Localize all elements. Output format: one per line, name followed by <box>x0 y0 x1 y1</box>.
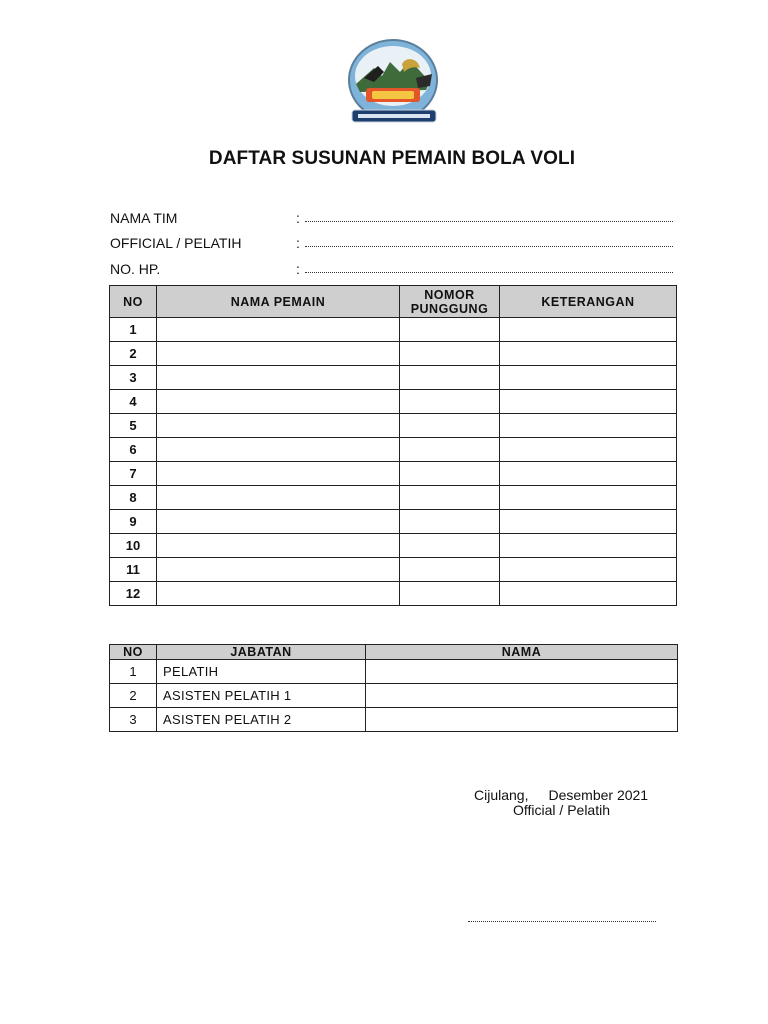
jersey-number-cell[interactable] <box>400 534 500 558</box>
player-name-cell[interactable] <box>157 582 400 606</box>
jersey-number-cell[interactable] <box>400 486 500 510</box>
official-coach-label: OFFICIAL / PELATIH <box>110 235 242 251</box>
column-header-position: JABATAN <box>157 645 366 660</box>
document-title: DAFTAR SUSUNAN PEMAIN BOLA VOLI <box>208 148 576 169</box>
player-name-cell[interactable] <box>157 510 400 534</box>
player-row-number: 4 <box>110 390 157 414</box>
jersey-number-cell[interactable] <box>400 510 500 534</box>
column-header-no: NO <box>110 645 157 660</box>
remarks-cell[interactable] <box>500 510 677 534</box>
player-row-number: 5 <box>110 414 157 438</box>
staff-row <box>110 684 678 708</box>
player-name-cell[interactable] <box>157 534 400 558</box>
player-row-number: 9 <box>110 510 157 534</box>
staff-name-cell[interactable] <box>366 660 678 684</box>
remarks-cell[interactable] <box>500 582 677 606</box>
column-header-name: NAMA <box>366 645 678 660</box>
player-row-number: 8 <box>110 486 157 510</box>
staff-position-cell: ASISTEN PELATIH 2 <box>157 708 366 732</box>
column-header-player-name: NAMA PEMAIN <box>157 286 400 318</box>
jersey-number-cell[interactable] <box>400 390 500 414</box>
remarks-cell[interactable] <box>500 318 677 342</box>
staff-name-cell[interactable] <box>366 708 678 732</box>
staff-row <box>110 708 678 732</box>
field-colon: : <box>296 235 300 251</box>
staff-table-header-row <box>110 645 678 660</box>
players-table-header-row <box>110 286 677 318</box>
staff-name-cell[interactable] <box>366 684 678 708</box>
fill-in-dotted-line <box>305 246 673 247</box>
player-row-number: 10 <box>110 534 157 558</box>
player-row-number: 1 <box>110 318 157 342</box>
staff-position-cell: PELATIH <box>157 660 366 684</box>
jersey-number-cell[interactable] <box>400 558 500 582</box>
player-row <box>110 510 677 534</box>
player-row <box>110 342 677 366</box>
remarks-cell[interactable] <box>500 486 677 510</box>
column-header-jersey-number: NOMOR PUNGGUNG <box>400 286 500 318</box>
player-row <box>110 486 677 510</box>
player-name-cell[interactable] <box>157 558 400 582</box>
player-name-cell[interactable] <box>157 438 400 462</box>
remarks-cell[interactable] <box>500 462 677 486</box>
player-row <box>110 390 677 414</box>
player-row-number: 12 <box>110 582 157 606</box>
field-colon: : <box>296 210 300 226</box>
jersey-number-cell[interactable] <box>400 462 500 486</box>
player-row-number: 3 <box>110 366 157 390</box>
staff-row-number: 1 <box>110 660 157 684</box>
team-name-field[interactable] <box>110 210 680 230</box>
player-name-cell[interactable] <box>157 366 400 390</box>
player-row <box>110 318 677 342</box>
event-logo-emblem-icon <box>344 38 444 130</box>
team-name-label: NAMA TIM <box>110 210 178 226</box>
jersey-number-cell[interactable] <box>400 318 500 342</box>
remarks-cell[interactable] <box>500 342 677 366</box>
staff-position-cell: ASISTEN PELATIH 1 <box>157 684 366 708</box>
fill-in-dotted-line <box>305 221 673 222</box>
player-row <box>110 414 677 438</box>
place-date-line <box>474 787 648 803</box>
official-coach-field[interactable] <box>110 235 680 255</box>
fill-in-dotted-line <box>305 272 673 273</box>
jersey-number-cell[interactable] <box>400 438 500 462</box>
field-colon: : <box>296 261 300 277</box>
phone-number-label: NO. HP. <box>110 261 161 277</box>
player-name-cell[interactable] <box>157 390 400 414</box>
staff-row <box>110 660 678 684</box>
player-row-number: 7 <box>110 462 157 486</box>
player-row <box>110 534 677 558</box>
player-row-number: 11 <box>110 558 157 582</box>
jersey-number-cell[interactable] <box>400 342 500 366</box>
event-logo <box>344 38 444 130</box>
jersey-number-cell[interactable] <box>400 366 500 390</box>
column-header-no: NO <box>110 286 157 318</box>
signatory-role: Official / Pelatih <box>513 802 611 818</box>
remarks-cell[interactable] <box>500 558 677 582</box>
place-text: Cijulang, <box>474 787 529 803</box>
player-row <box>110 462 677 486</box>
remarks-cell[interactable] <box>500 390 677 414</box>
staff-row-number: 3 <box>110 708 157 732</box>
jersey-number-cell[interactable] <box>400 582 500 606</box>
player-row-number: 2 <box>110 342 157 366</box>
remarks-cell[interactable] <box>500 438 677 462</box>
player-row <box>110 558 677 582</box>
jersey-number-cell[interactable] <box>400 414 500 438</box>
players-table <box>109 285 677 606</box>
staff-table-body <box>110 660 678 732</box>
column-header-remarks: KETERANGAN <box>500 286 677 318</box>
phone-number-field[interactable] <box>110 261 680 281</box>
players-table-body <box>110 318 677 606</box>
remarks-cell[interactable] <box>500 366 677 390</box>
player-row <box>110 582 677 606</box>
player-row <box>110 438 677 462</box>
player-name-cell[interactable] <box>157 342 400 366</box>
player-name-cell[interactable] <box>157 462 400 486</box>
staff-row-number: 2 <box>110 684 157 708</box>
player-name-cell[interactable] <box>157 414 400 438</box>
signature-dotted-line[interactable] <box>468 921 656 922</box>
remarks-cell[interactable] <box>500 534 677 558</box>
player-row-number: 6 <box>110 438 157 462</box>
date-text: Desember 2021 <box>548 787 649 803</box>
staff-table <box>109 644 678 732</box>
player-name-cell[interactable] <box>157 486 400 510</box>
player-row <box>110 366 677 390</box>
remarks-cell[interactable] <box>500 414 677 438</box>
player-name-cell[interactable] <box>157 318 400 342</box>
